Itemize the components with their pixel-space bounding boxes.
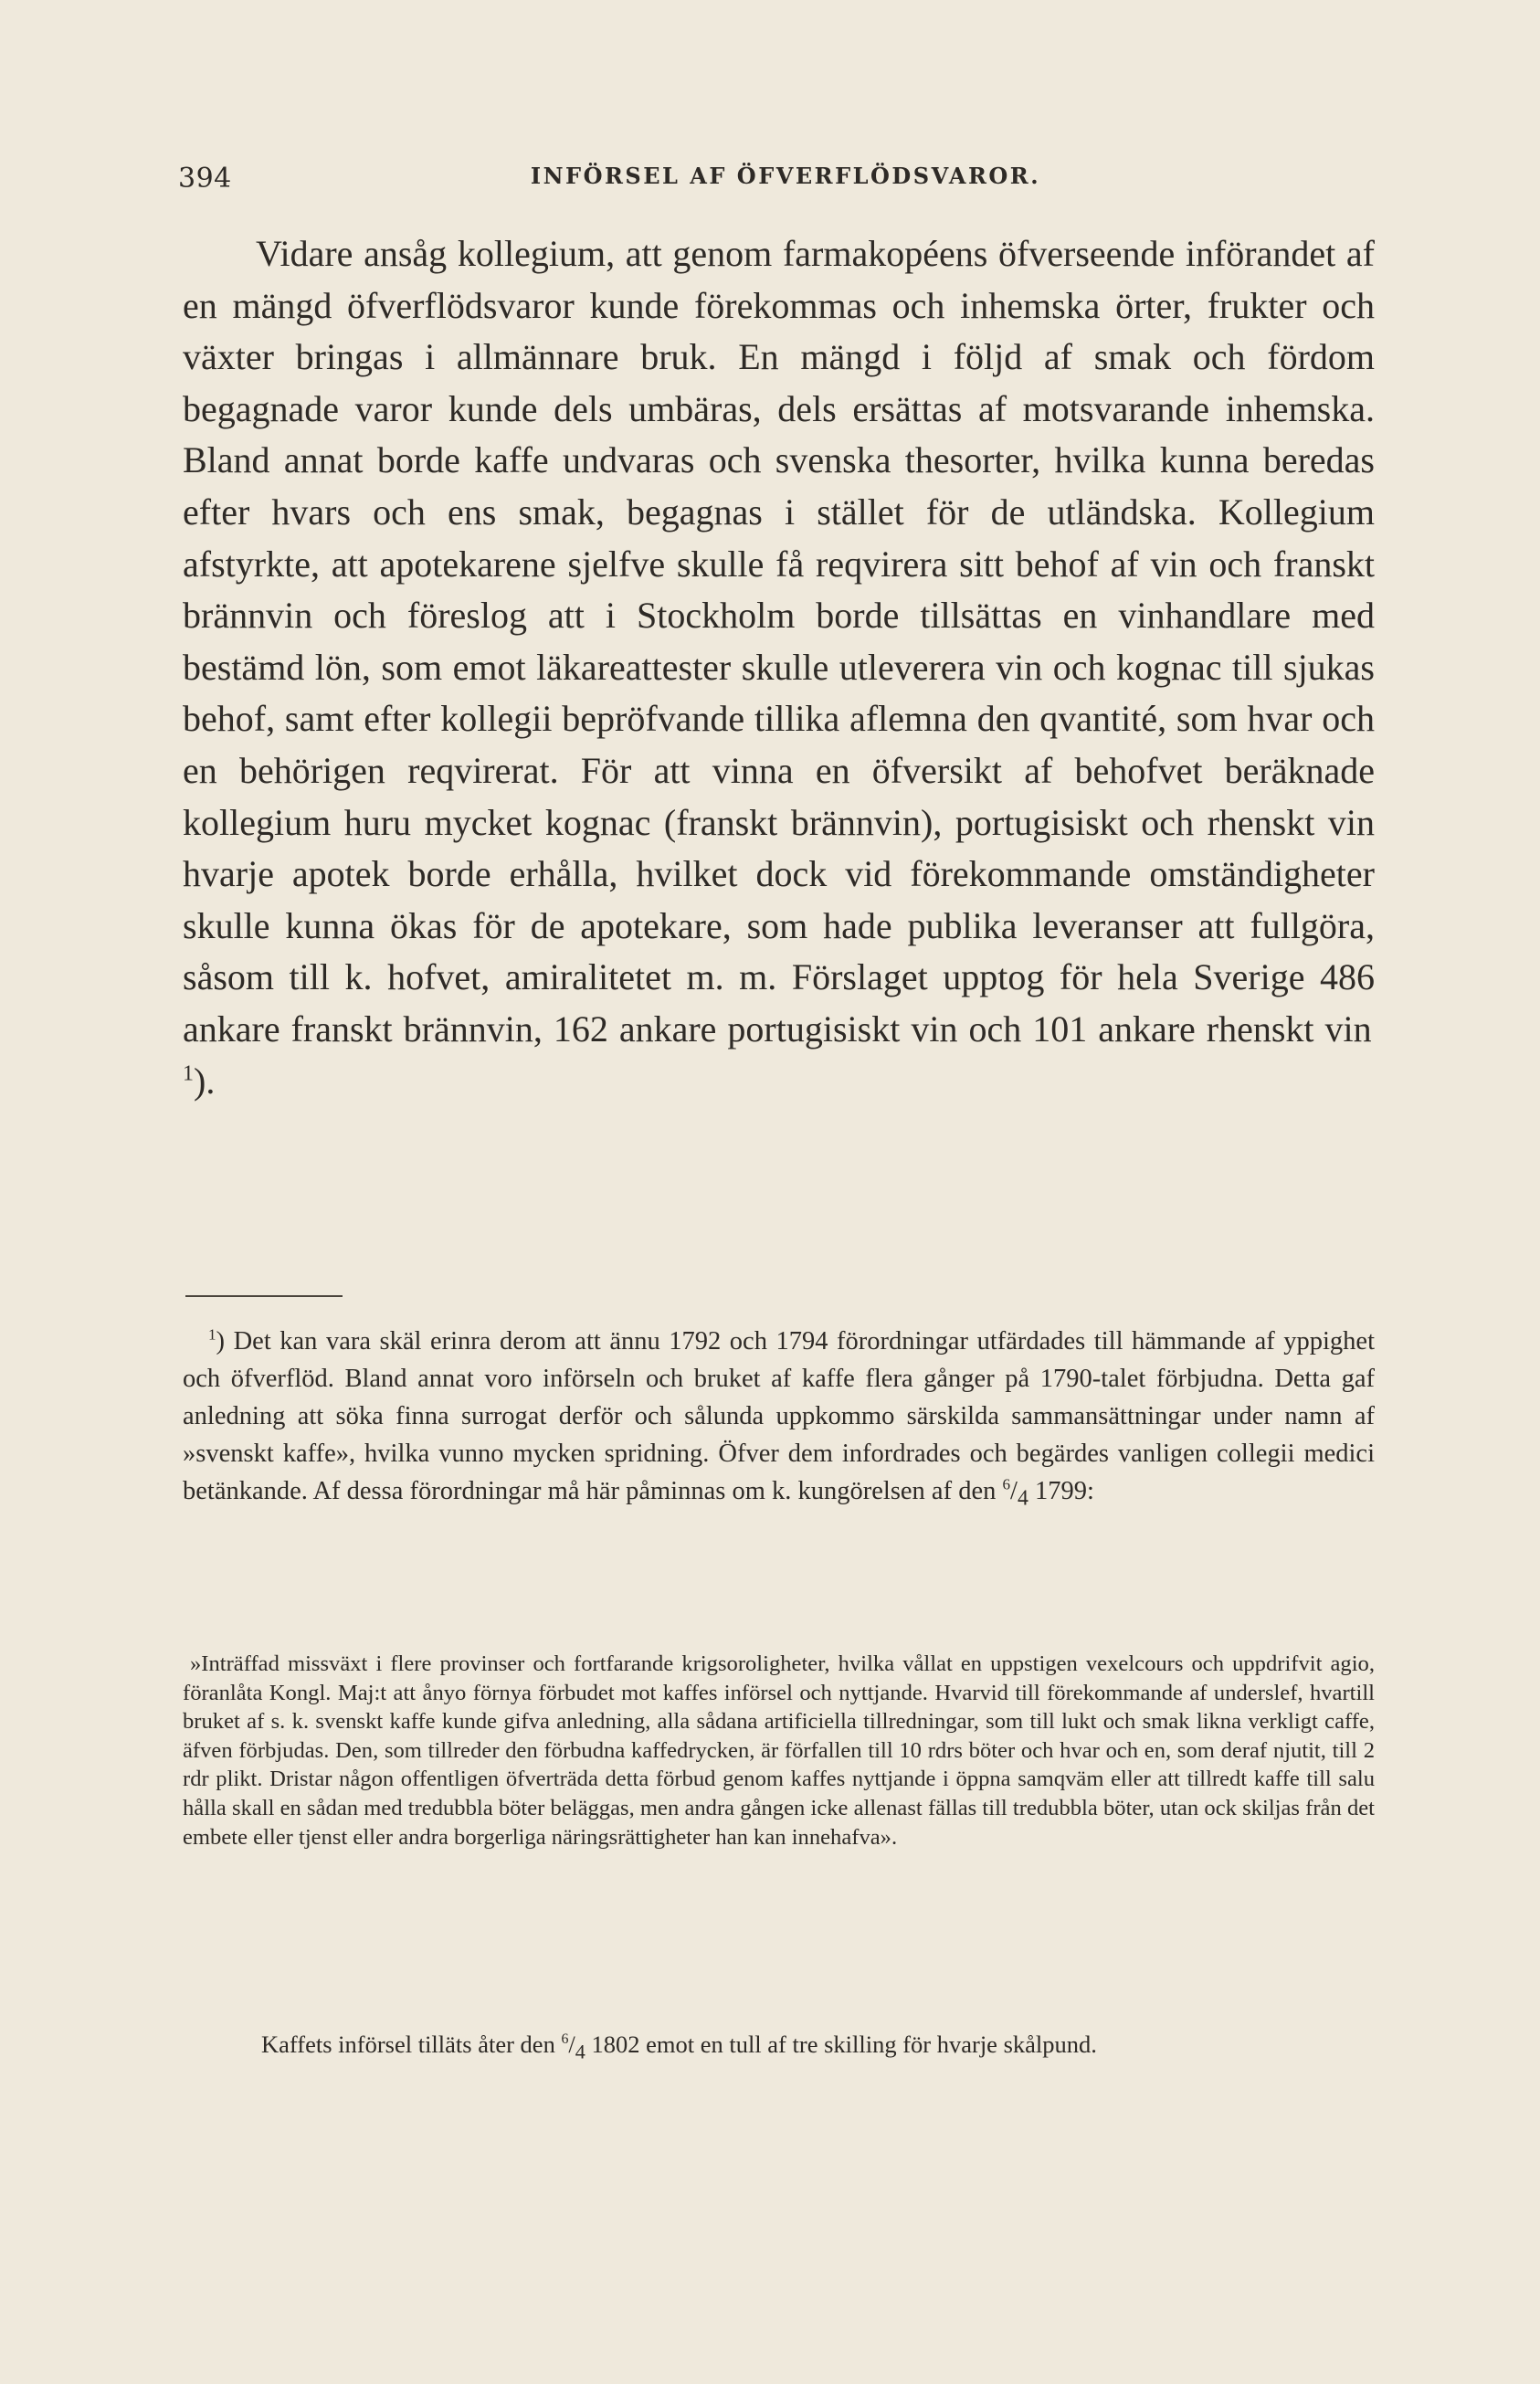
decree-year: 1799:	[1034, 1477, 1094, 1505]
date-numerator: 6	[1002, 1475, 1011, 1493]
closing-date-denominator: 4	[575, 2040, 585, 2063]
page-number: 394	[178, 163, 232, 195]
footnote-paragraph: $^1$) Det kan vara skäl erinra derom att ännu 1792 och 1794 förordningar utfärdades till hämmande af yppighet och öfverflöd. Bland annat voro införseln och bruket af kaffe flera gånger på 1790-talet förbjudna. Detta gaf anledning att söka finna surrogat derför och sålunda uppkommo särskilda sammansättningar under namn af »svenskt kaffe», hvilka vunno mycken spridning. Öfver dem infordrades och begärdes vanligen collegii medici betänkande. Af dessa förordningar må här påminnas om k. kungörelsen af den $^6/_4$ 1799:	[183, 1325, 1375, 1511]
footnote-divider	[185, 1295, 343, 1297]
footnote-marker: 1	[208, 1325, 216, 1344]
main-paragraph-text: Vidare ansåg kollegium, att genom farmakopéens öfverseende införandet af en mängd öfverflödsvaror kunde förekommas och inhemska örter, frukter och växter bringas i allmännare bruk. En mängd i följd af smak och fördom begagnade varor kunde dels umbäras, dels ersättas af motsvarande inhemska. Bland annat borde kaffe undvaras och svenska thesorter, hvilka kunna beredas efter hvars och ens smak, begagnas i stället för de utländska. Kollegium afstyrkte, att apotekarene sjelfve skulle få reqvirera sitt behof af vin och franskt brännvin och föreslog att i Stockholm borde tillsättas en vinhandlare med bestämd lön, som emot läkareattester skulle utleverera vin och kognac till sjukas behof, samt efter kollegii bepröfvande tillika aflemna den qvantité, som hvar och en behörigen reqvirerat. För att vinna en öfversikt af behofvet beräknade kollegium huru mycket kognac (franskt brännvin), portugisiskt och rhenskt vin hvarje apotek borde erhålla, hvilket dock vid förekommande omständigheter skulle kunna ökas för de apotekare, som hade publika leveranser att fullgöra, såsom till k. hofvet, amiralitetet m. m. Förslaget upptog för hela Sverige 486 ankare franskt brännvin, 162 ankare portugisiskt vin och 101 ankare rhenskt vin	[183, 233, 1375, 1050]
closing-date-numerator: 6	[561, 2031, 569, 2048]
running-title: INFÖRSEL AF ÖFVERFLÖDSVAROR.	[530, 163, 1041, 189]
main-paragraph	[183, 228, 1375, 1107]
closing-text-end: 1802 emot en tull af tre skilling för hvarje skålpund.	[591, 2031, 1097, 2058]
paragraph-closing: ).	[194, 1060, 216, 1102]
closing-text-start: Kaffets införsel tilläts åter den	[261, 2031, 555, 2058]
decree-quote: »Inträffad missväxt i flere provinser och fortfarande krigsoroligheter, hvilka vållat en uppstigen vexelcours och uppdrifvit agio, föranlåta Kongl. Maj:t att ånyo förnya förbudet mot kaffes införsel och nyttjande. Hvarvid till förekommande af underslef, hvartill bruket af s. k. svenskt kaffe kunde gifva anledning, alla sådana artificiella tillredningar, som till lukt och smak likna verkligt caffe, äfven förbjudas. Den, som tillreder den förbudna kaffedrycken, är förfallen till 10 rdrs böter och hvar och en, som deraf njutit, till 2 rdr plikt. Dristar någon offentligen öfverträda detta förbud genom kaffes nyttjande i öppna samqväm eller att tillredt kaffe till salu hålla skall en sådan med tredubbla böter beläggas, men andra gången icke allenast fällas till tredubbla böter, utan ock skiljas från det embete eller tjenst eller andra borgerliga näringsrättigheter han kan innehafva».	[183, 1651, 1375, 1850]
page-header	[178, 163, 1393, 199]
footnote-closing: Kaffets införsel tilläts åter den $^6/_4$ 1802 emot en tull af tre skilling för hvarje skålpund.	[261, 2031, 1097, 2063]
date-denominator: 4	[1017, 1486, 1028, 1511]
footnote-reference[interactable]: 1	[183, 1061, 194, 1086]
footnote-marker-paren: )	[216, 1327, 226, 1356]
footnote-text: Det kan vara skäl erinra derom att ännu 1792 och 1794 förordningar utfärdades till hämmande af yppighet och öfverflöd. Bland annat voro införseln och bruket af kaffe flera gånger på 1790-talet förbjudna. Detta gaf anledning att söka finna surrogat derför och sålunda uppkommo särskilda sammansättningar under namn af »svenskt kaffe», hvilka vunno mycken spridning. Öfver dem infordrades och begärdes vanligen collegii medici betänkande. Af dessa förordningar må här påminnas om k. kungörelsen af den	[183, 1327, 1375, 1505]
